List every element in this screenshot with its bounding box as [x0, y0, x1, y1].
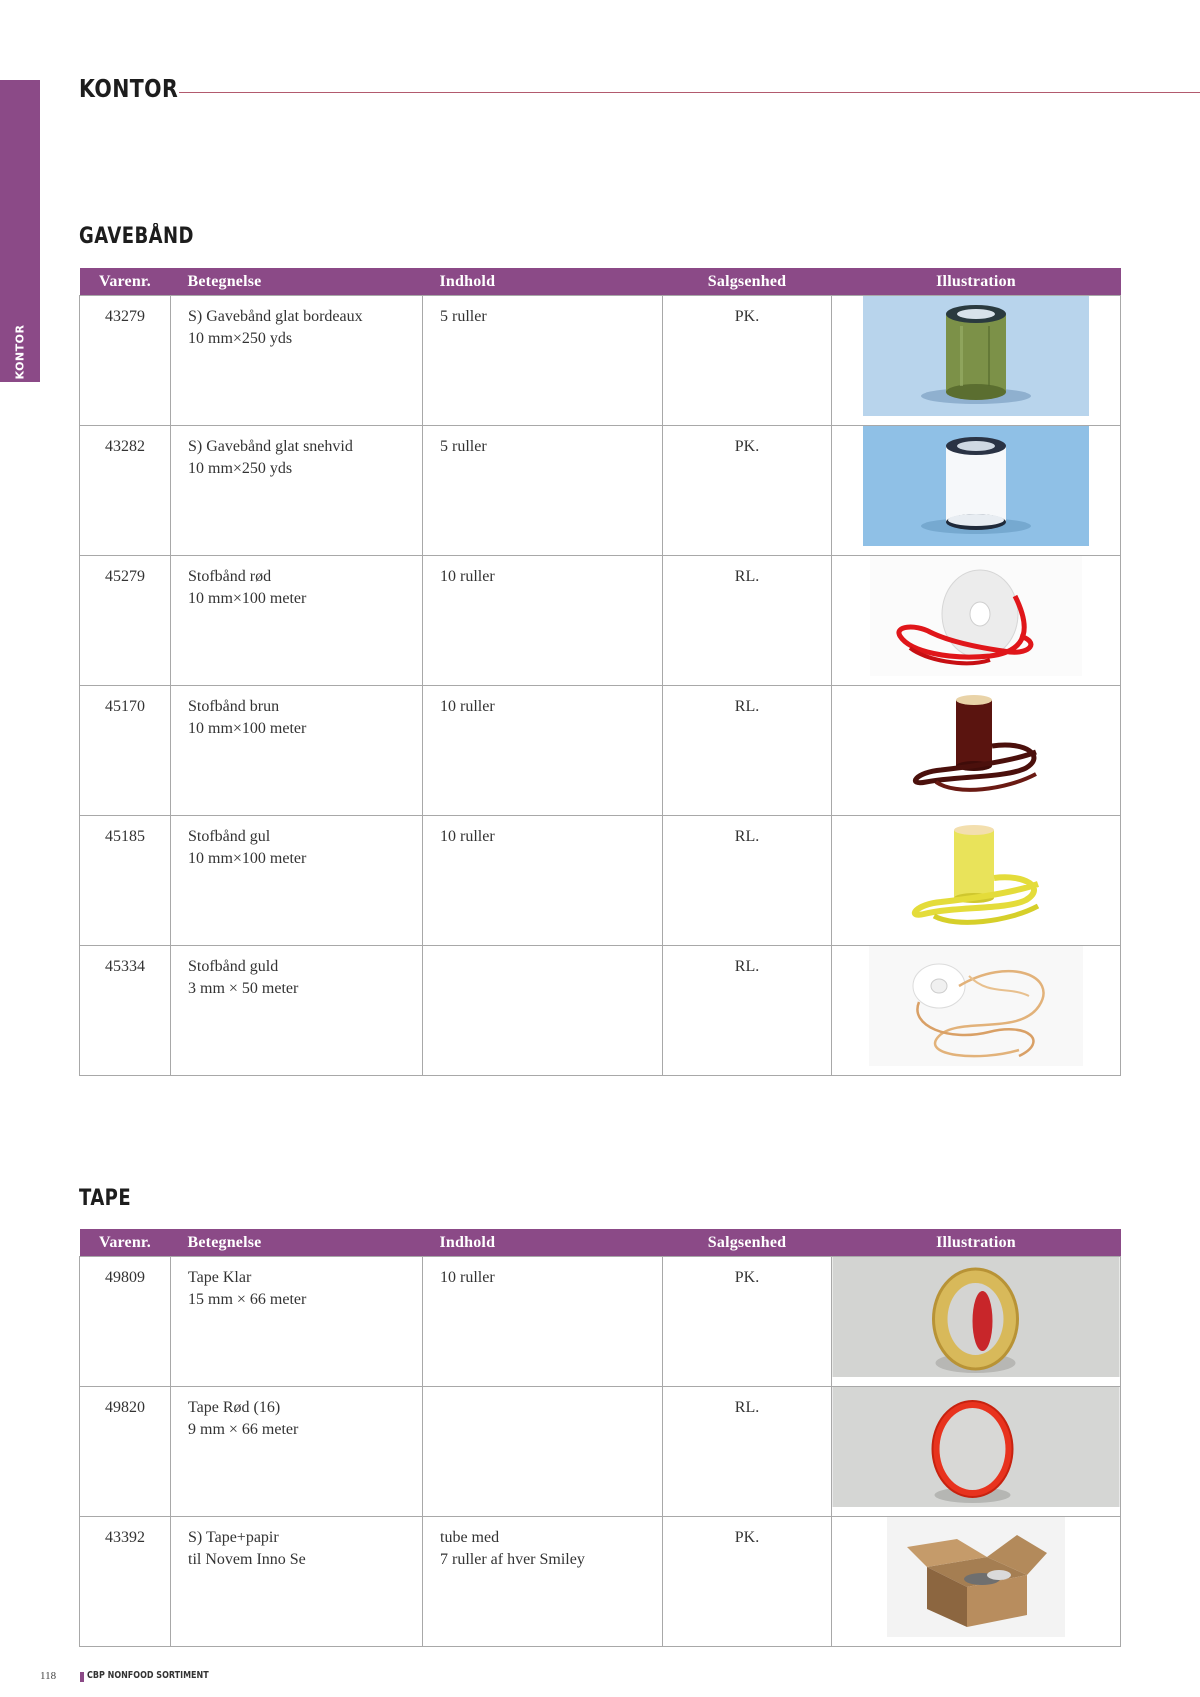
col-header-indhold: Indhold: [423, 268, 663, 296]
name-line1: Stofbånd brun: [188, 698, 280, 715]
table-row: [80, 946, 1121, 1076]
table-row: [80, 556, 1121, 686]
name-line1: Stofbånd gul: [188, 828, 271, 845]
cell-betegnelse: [171, 686, 423, 816]
cell-salgsenhed: RL.: [663, 946, 832, 1076]
section-title-gaveband: GAVEBÅND: [79, 224, 194, 249]
ribbon-spool-white-image: [863, 426, 1089, 546]
cell-betegnelse: [171, 816, 423, 946]
indhold-line1: 5 ruller: [440, 308, 487, 325]
cell-indhold: [423, 1387, 663, 1517]
name-line2: 10 mm×250 yds: [188, 460, 293, 477]
name-line1: Stofbånd rød: [188, 568, 272, 585]
product-table-tape: [79, 1229, 1121, 1647]
footer-mark: [80, 1672, 84, 1682]
cell-indhold: [423, 426, 663, 556]
cell-betegnelse: [171, 426, 423, 556]
col-header-varenr: Varenr.: [80, 268, 171, 296]
col-header-varenr: Varenr.: [80, 1229, 171, 1257]
cell-illustration: [832, 426, 1121, 556]
footer-brand: CBP NONFOOD SORTIMENT: [87, 1670, 209, 1681]
name-line2: 10 mm×250 yds: [188, 330, 293, 347]
cell-varenr: 49809: [80, 1257, 171, 1387]
indhold-line1: 10 ruller: [440, 828, 495, 845]
cell-varenr: 45185: [80, 816, 171, 946]
cell-illustration: [832, 686, 1121, 816]
cell-betegnelse: [171, 1257, 423, 1387]
cell-salgsenhed: PK.: [663, 1257, 832, 1387]
cell-indhold: [423, 686, 663, 816]
cell-indhold: [423, 556, 663, 686]
col-header-betegnelse: Betegnelse: [171, 1229, 423, 1257]
cell-salgsenhed: PK.: [663, 1517, 832, 1647]
cell-illustration: [832, 556, 1121, 686]
indhold-line1: 10 ruller: [440, 698, 495, 715]
tape-clear-image: [833, 1257, 1120, 1377]
table-row: [80, 296, 1121, 426]
cell-betegnelse: [171, 946, 423, 1076]
table-row: [80, 1387, 1121, 1517]
cell-indhold: [423, 816, 663, 946]
table-row: [80, 1517, 1121, 1647]
ribbon-brown-image: [896, 686, 1056, 806]
cell-varenr: 43279: [80, 296, 171, 426]
name-line1: Tape Klar: [188, 1269, 252, 1286]
cell-salgsenhed: RL.: [663, 816, 832, 946]
cell-indhold: [423, 946, 663, 1076]
indhold-line1: 10 ruller: [440, 1269, 495, 1286]
cell-illustration: [832, 1257, 1121, 1387]
table-header-row: [80, 268, 1121, 296]
cell-indhold: [423, 296, 663, 426]
cell-varenr: 43392: [80, 1517, 171, 1647]
col-header-salgsenhed: Salgsenhed: [663, 268, 832, 296]
cell-betegnelse: [171, 1517, 423, 1647]
tape-red-image: [833, 1387, 1120, 1507]
cell-varenr: 45334: [80, 946, 171, 1076]
cell-salgsenhed: RL.: [663, 556, 832, 686]
cell-salgsenhed: PK.: [663, 426, 832, 556]
cell-illustration: [832, 1517, 1121, 1647]
cell-illustration: [832, 816, 1121, 946]
indhold-line1: tube med: [440, 1529, 500, 1546]
name-line1: S) Gavebånd glat snehvid: [188, 438, 353, 455]
product-table-gaveband: [79, 268, 1121, 1076]
title-rule: [179, 92, 1200, 93]
cell-illustration: [832, 1387, 1121, 1517]
indhold-line1: 10 ruller: [440, 568, 495, 585]
cell-betegnelse: [171, 1387, 423, 1517]
cell-varenr: 43282: [80, 426, 171, 556]
ribbon-gold-image: [869, 946, 1083, 1066]
page-title: KONTOR: [79, 74, 179, 103]
col-header-salgsenhed: Salgsenhed: [663, 1229, 832, 1257]
cell-salgsenhed: PK.: [663, 296, 832, 426]
ribbon-spool-green-image: [863, 296, 1089, 416]
name-line2: 15 mm × 66 meter: [188, 1291, 307, 1308]
section-title-tape: TAPE: [79, 1186, 132, 1211]
cell-indhold: [423, 1517, 663, 1647]
col-header-illustration: Illustration: [832, 1229, 1121, 1257]
cell-illustration: [832, 946, 1121, 1076]
cell-salgsenhed: RL.: [663, 1387, 832, 1517]
col-header-illustration: Illustration: [832, 268, 1121, 296]
cell-varenr: 49820: [80, 1387, 171, 1517]
cell-betegnelse: [171, 296, 423, 426]
side-tab-label: KONTOR: [13, 324, 27, 380]
name-line2: 10 mm×100 meter: [188, 850, 307, 867]
col-header-indhold: Indhold: [423, 1229, 663, 1257]
name-line1: Tape Rød (16): [188, 1399, 281, 1416]
ribbon-red-image: [870, 556, 1082, 676]
col-header-betegnelse: Betegnelse: [171, 268, 423, 296]
name-line1: Stofbånd guld: [188, 958, 279, 975]
name-line2: 3 mm × 50 meter: [188, 980, 299, 997]
cell-varenr: 45170: [80, 686, 171, 816]
table-header-row: [80, 1229, 1121, 1257]
name-line2: 9 mm × 66 meter: [188, 1421, 299, 1438]
cell-indhold: [423, 1257, 663, 1387]
indhold-line2: 7 ruller af hver Smiley: [440, 1551, 585, 1568]
table-row: [80, 426, 1121, 556]
name-line1: S) Gavebånd glat bordeaux: [188, 308, 363, 325]
name-line2: 10 mm×100 meter: [188, 590, 307, 607]
table-row: [80, 686, 1121, 816]
cell-betegnelse: [171, 556, 423, 686]
page-number: 118: [40, 1670, 57, 1682]
cell-illustration: [832, 296, 1121, 426]
indhold-line1: 5 ruller: [440, 438, 487, 455]
tape-box-image: [887, 1517, 1065, 1637]
ribbon-yellow-image: [896, 816, 1056, 936]
name-line1: S) Tape+papir: [188, 1529, 279, 1546]
cell-varenr: 45279: [80, 556, 171, 686]
name-line2: til Novem Inno Se: [188, 1551, 306, 1568]
table-row: [80, 1257, 1121, 1387]
cell-salgsenhed: RL.: [663, 686, 832, 816]
name-line2: 10 mm×100 meter: [188, 720, 307, 737]
table-row: [80, 816, 1121, 946]
